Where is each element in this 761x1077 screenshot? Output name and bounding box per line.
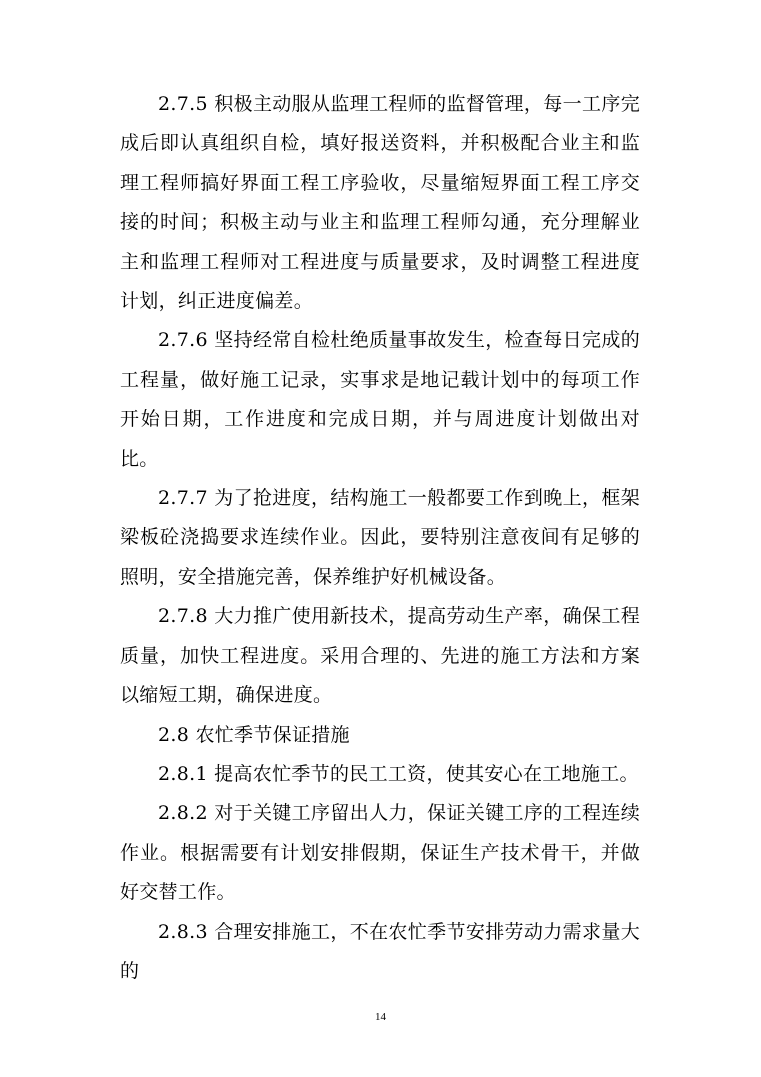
paragraph-2-7-5: 2.7.5 积极主动服从监理工程师的监督管理，每一工序完成后即认真组织自检，填好报送资料，并积极配合业主和监理工程师搞好界面工程工序验收，尽量缩短界面工程工序交接的时间；积极主动与业主和监理工程师勾通，充分理解业主和监理工程师对工程进度与质量要求，及时调整工程进度计划，纠正进度偏差。 xyxy=(120,93,640,313)
section-heading-2-8: 2.8 农忙季节保证措施 xyxy=(158,723,350,746)
paragraph-2-7-8: 2.7.8 大力推广使用新技术，提高劳动生产率，确保工程质量，加快工程进度。采用合理的、先进的施工方法和方案以缩短工期，确保进度。 xyxy=(120,605,640,707)
page-number: 14 xyxy=(375,1011,386,1023)
document-body xyxy=(120,85,640,991)
paragraph-2-8-1: 2.8.1 提高农忙季节的民工工资，使其安心在工地施工。 xyxy=(158,762,639,785)
paragraph-2-7-6: 2.7.6 坚持经常自检杜绝质量事故发生，检查每日完成的工程量，做好施工记录，实事求是地记载计划中的每项工作开始日期，工作进度和完成日期，并与周进度计划做出对比。 xyxy=(120,329,640,470)
paragraph-2-8-3: 2.8.3 合理安排施工，不在农忙季节安排劳动力需求量大的 xyxy=(120,920,640,982)
paragraph-2-7-7: 2.7.7 为了抢进度，结构施工一般都要工作到晚上，框架梁板砼浇捣要求连续作业。因此，要特别注意夜间有足够的照明，安全措施完善，保养维护好机械设备。 xyxy=(120,487,640,588)
paragraph-2-8-2: 2.8.2 对于关键工序留出人力，保证关键工序的工程连续作业。根据需要有计划安排假期，保证生产技术骨干，并做好交替工作。 xyxy=(120,802,640,904)
